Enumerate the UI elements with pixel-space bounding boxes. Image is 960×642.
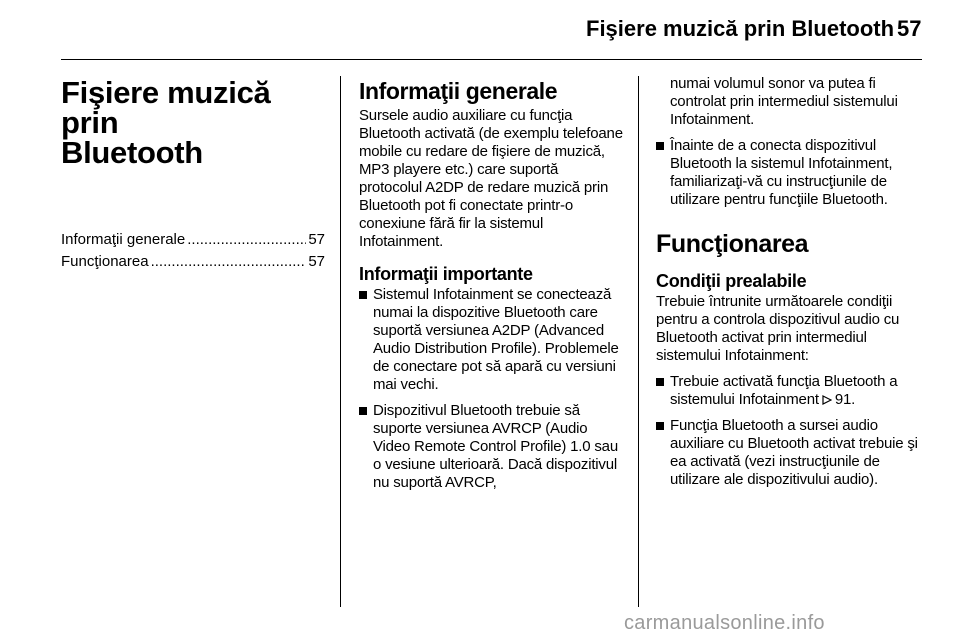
list-item-text: Funcţia Bluetooth a sursei audio auxiliare cu Bluetooth activat trebuie şi ea activată (vezi instrucţiunile de utilizare ale dispozitivului audio).: [670, 417, 918, 488]
column-divider: [638, 76, 639, 607]
bullet-list: [359, 286, 624, 492]
page-number: 57: [897, 16, 922, 41]
list-item-text: Trebuie activată funcţia Bluetooth a sistemului Infotainment: [670, 373, 898, 408]
bullet-list: [656, 373, 922, 489]
list-item: [656, 417, 922, 489]
page-reference-arrow-icon[interactable]: [822, 395, 832, 405]
chapter-title: [61, 75, 325, 170]
right-column: [656, 75, 922, 497]
toc-leader-dots: [187, 230, 306, 250]
chapter-title-line: Bluetooth: [61, 135, 203, 170]
square-bullet-icon: [359, 291, 367, 299]
toc-page[interactable]: 57: [308, 253, 325, 270]
watermark: carmanualsonline.info: [624, 612, 825, 634]
square-bullet-icon: [656, 422, 664, 430]
section-title: Informaţii generale: [359, 78, 558, 104]
bullet-list: [656, 137, 922, 209]
square-bullet-icon: [359, 407, 367, 415]
square-bullet-icon: [656, 378, 664, 386]
toc-label[interactable]: Informaţii generale: [61, 231, 186, 248]
list-item: [359, 402, 624, 492]
list-item: [359, 286, 624, 394]
middle-column: [359, 70, 624, 500]
running-title: Fişiere muzică prin Bluetooth: [586, 16, 895, 41]
toc-label[interactable]: Funcţionarea: [61, 253, 149, 270]
chapter-title-line: Fişiere muzică prin: [61, 75, 271, 140]
toc-leader-dots: [151, 252, 307, 272]
list-item: [656, 373, 922, 409]
toc-entry[interactable]: [61, 230, 325, 250]
list-item-text: Sistemul Infotainment se conectează numai la dispozitive Bluetooth care suportă versiunea A2DP (Advanced Audio Distribution Profile). Problemele de conectare pot să apară cu versiuni mai vechi.: [373, 286, 619, 393]
prereq-paragraph: Trebuie întrunite următoarele condiţii pentru a controla dispozitivul audio cu Bluetooth activat prin intermediul sistemului Infotainment:: [656, 293, 900, 364]
list-item: [656, 137, 922, 209]
subsection-title: Informaţii importante: [359, 264, 533, 284]
page-reference[interactable]: 91.: [834, 391, 856, 408]
list-item-text: Dispozitivul Bluetooth trebuie să suporte versiunea AVRCP (Audio Video Remote Control Profile) 1.0 sau o vesiune ulterioară. Dacă dispozitivul nu suportă AVRCP,: [373, 402, 618, 491]
section-title: Funcţionarea: [656, 230, 809, 258]
column-divider: [340, 76, 341, 607]
intro-paragraph: Sursele audio auxiliare cu funcţia Bluetooth activată (de exemplu telefoane mobile cu redare de fişiere de muzică, MP3 playere etc.) care suportă protocolul A2DP de redare muzică prin Bluetooth pot fi conectate printr-o conexiune fără fir la sistemul Infotainment.: [359, 107, 623, 250]
toc-page[interactable]: 57: [308, 231, 325, 248]
continued-text: numai volumul sonor va putea fi controlat prin intermediul sistemului Infotainment.: [670, 75, 898, 128]
left-column: [61, 70, 325, 274]
header-rule: [61, 59, 922, 60]
table-of-contents: [61, 230, 325, 272]
running-header: [0, 0, 960, 60]
list-item-text: Înainte de a conecta dispozitivul Bluetooth la sistemul Infotainment, familiarizaţi-vă cu instrucţiunile de utilizare pentru funcţiile Bluetooth.: [670, 137, 893, 208]
subsection-title: Condiţii prealabile: [656, 271, 807, 291]
square-bullet-icon: [656, 142, 664, 150]
toc-entry[interactable]: [61, 252, 325, 272]
